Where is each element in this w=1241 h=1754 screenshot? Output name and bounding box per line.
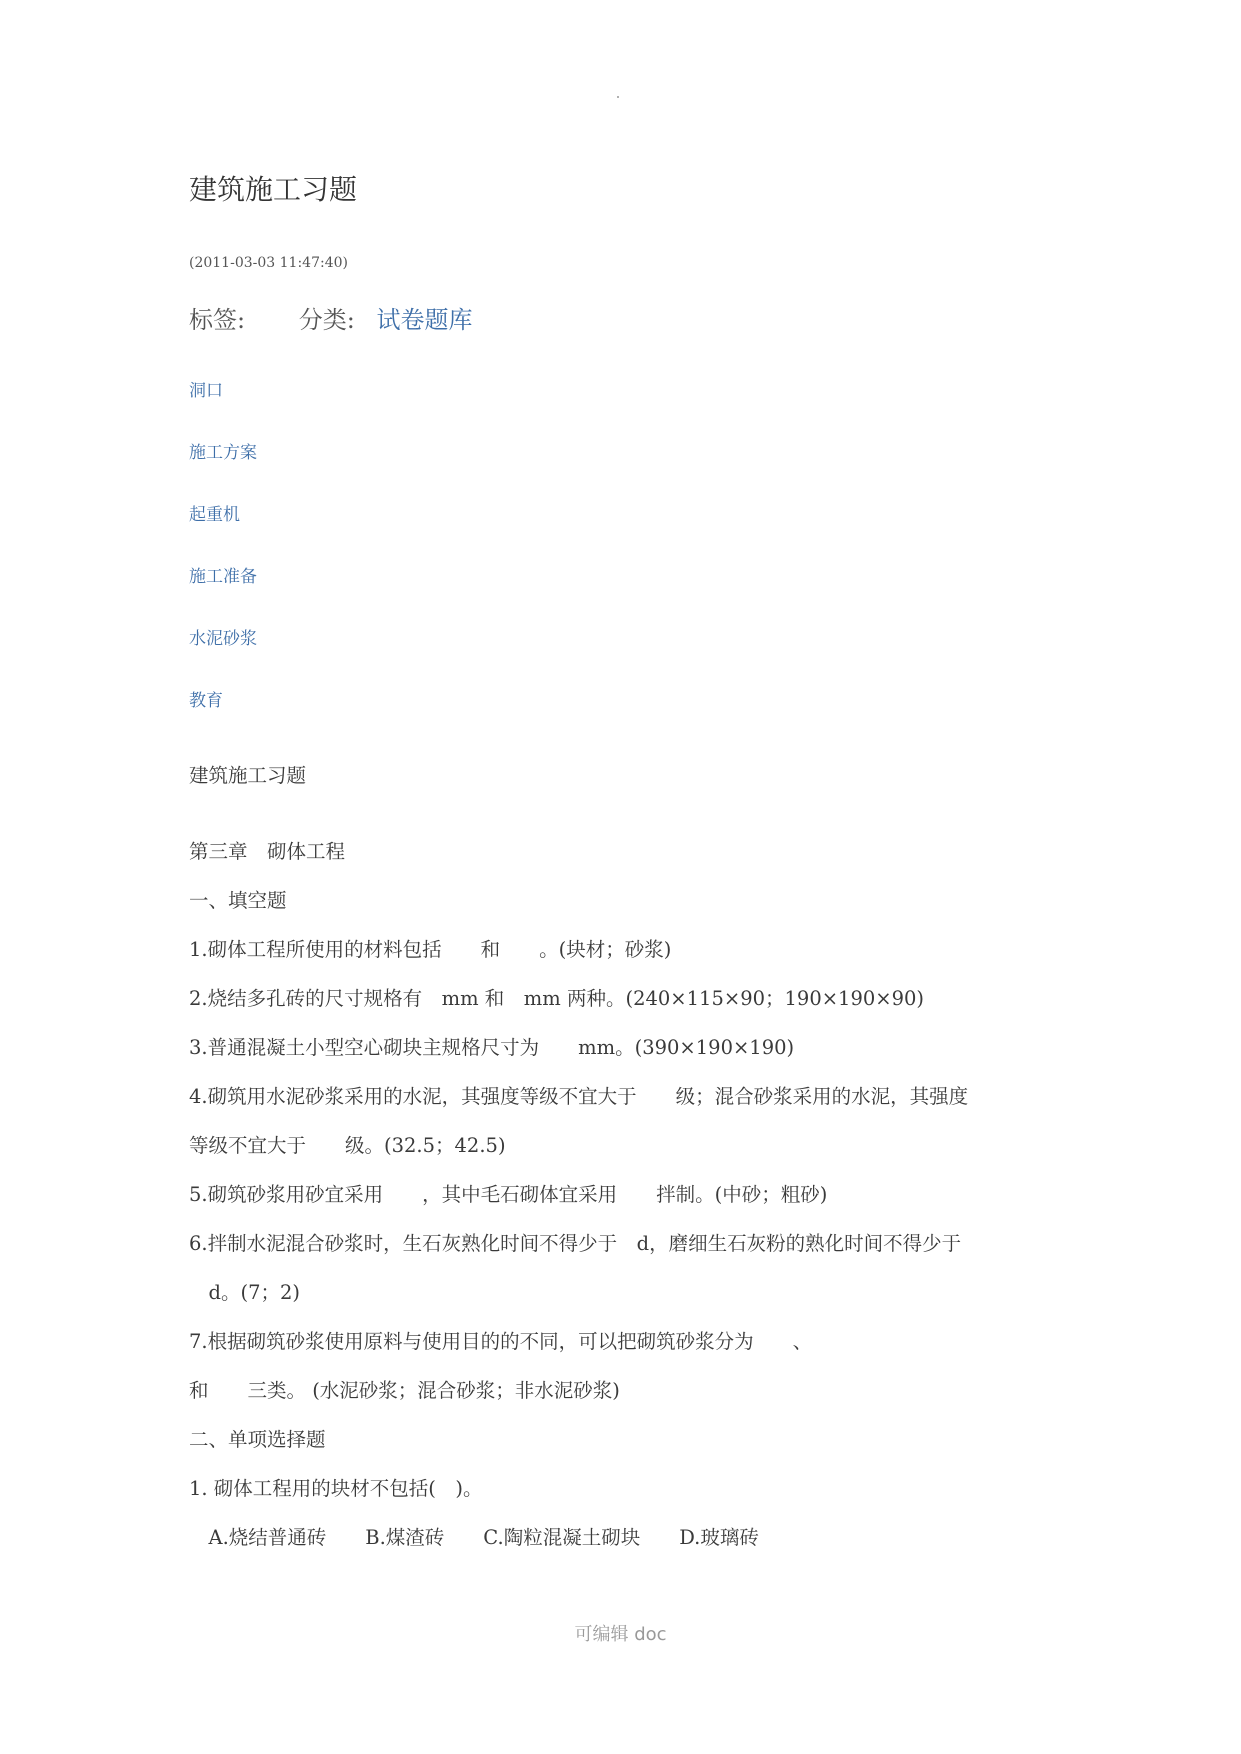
tag-link[interactable]: 起重机 (189, 505, 240, 525)
section-heading: 一、填空题 (189, 889, 287, 912)
tag-link[interactable]: 施工方案 (189, 443, 257, 463)
section-heading: 二、单项选择题 (189, 1428, 326, 1451)
question-text: 3.普通混凝土小型空心砌块主规格尺寸为 mm。(390×190×190) (189, 1036, 795, 1059)
question-text: 1.砌体工程所使用的材料包括 和 。(块材；砂浆) (189, 938, 672, 961)
question-text: 7.根据砌筑砂浆使用原料与使用目的的不同，可以把砌筑砂浆分为 、 (189, 1330, 813, 1353)
chapter-heading: 第三章 砌体工程 (189, 840, 346, 863)
category-link[interactable]: 试卷题库 (376, 306, 473, 334)
post-timestamp: (2011-03-03 11:47:40) (189, 255, 348, 271)
question-text: 和 三类。 (水泥砂浆；混合砂浆；非水泥砂浆) (189, 1379, 620, 1402)
question-text: 4.砌筑用水泥砂浆采用的水泥，其强度等级不宜大于 级；混合砂浆采用的水泥，其强度 (189, 1085, 969, 1108)
tag-link[interactable]: 施工准备 (189, 567, 257, 587)
question-text: 5.砌筑砂浆用砂宜采用 ，其中毛石砌体宜采用 拌制。(中砂；粗砂) (189, 1183, 828, 1206)
category-label: 分类: (298, 306, 355, 334)
choice-options: A.烧结普通砖 B.煤渣砖 C.陶粒混凝土砌块 D.玻璃砖 (189, 1526, 759, 1549)
question-text: d。(7；2) (189, 1281, 301, 1304)
question-text: 1. 砌体工程用的块材不包括( )。 (189, 1477, 483, 1500)
tag-link[interactable]: 水泥砂浆 (189, 629, 257, 649)
tag-list (189, 380, 257, 752)
question-text: 等级不宜大于 级。(32.5；42.5) (189, 1134, 506, 1157)
tags-label: 标签: (189, 306, 246, 334)
post-meta (189, 300, 472, 335)
page-title: 建筑施工习题 (189, 173, 358, 206)
article-heading: 建筑施工习题 (189, 764, 307, 787)
page-footer: 可编辑 doc (574, 1624, 667, 1645)
question-text: 2.烧结多孔砖的尺寸规格有 mm 和 mm 两种。(240×115×90；190×190×90) (189, 987, 925, 1010)
question-text: 6.拌制水泥混合砂浆时，生石灰熟化时间不得少于 d，磨细生石灰粉的熟化时间不得少于 (189, 1232, 962, 1255)
tag-link[interactable]: 洞口 (189, 381, 223, 401)
page-dot (617, 96, 619, 98)
tag-link[interactable]: 教育 (189, 691, 223, 711)
